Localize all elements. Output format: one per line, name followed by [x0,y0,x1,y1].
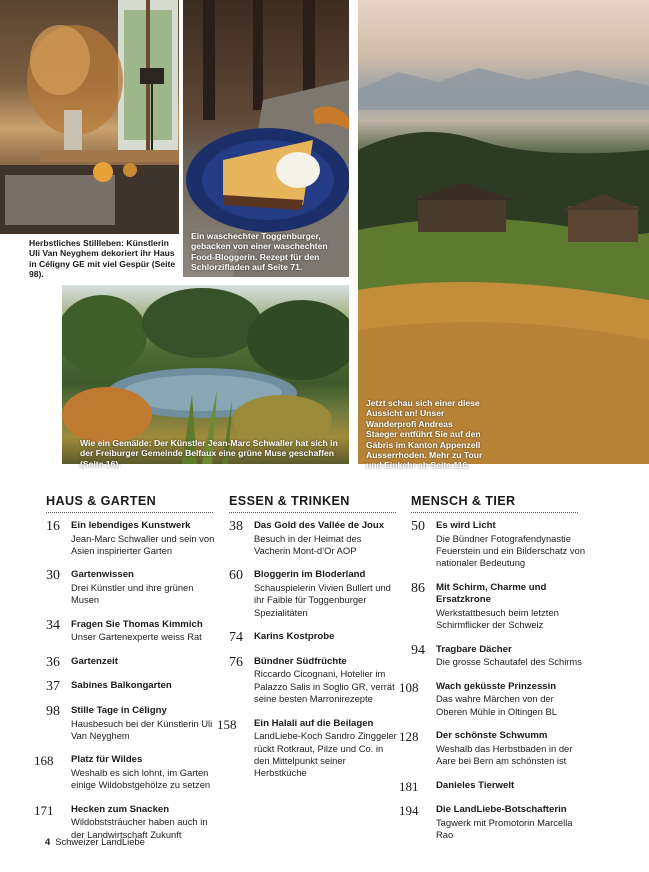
toc-entry[interactable] [46,619,216,644]
toc-entry[interactable] [217,716,399,780]
toc-entry-title: Gartenwissen [71,569,134,581]
toc-column-essen-trinken [217,519,399,788]
toc-entry[interactable] [46,705,216,742]
toc-entry[interactable] [46,656,216,669]
toc-entry-title: Mit Schirm, Charme und Ersatzkrone [436,581,547,606]
toc-entry-title: Gartenzeit [71,655,118,667]
toc-entry-description: Riccardo Cicognani, Hotelier im Palazzo Salis in Soglio GR, verrät seine besten Marronirezepte [254,668,395,705]
section-divider [46,512,213,513]
interior-still-life-photo [0,0,179,234]
toc-entry[interactable] [399,729,586,767]
section-title-haus-garten: HAUS & GARTEN [46,494,157,508]
page-number: 4 [45,836,51,847]
toc-entry-description: Wildobststräucher haben auch in der Landwirtschaft Zukunft [71,816,208,840]
toc-page-number: 98 [46,704,60,719]
toc-entry-description: Werkstattbesuch beim letzten Schirmflicker der Schweiz [436,607,559,631]
toc-entry-title: Die LandLiebe-Botschafterin [436,804,567,816]
toc-entry-description: Schauspielerin Vivien Bullert und ihr Faible für Toggenburger Spezialitäten [254,582,391,618]
toc-entry-title: Hecken zum Snacken [71,803,170,815]
section-title-mensch-tier: MENSCH & TIER [411,494,516,508]
toc-entry[interactable] [46,569,216,606]
toc-page-number: 194 [399,803,419,819]
toc-entry-description: Jean-Marc Schwaller und sein von Asien inspirierter Garten [71,532,215,556]
toc-entry-title: Bündner Südfrüchte [254,655,347,667]
toc-entry-title: Wach geküsste Prinzessin [436,680,557,692]
toc-entry-description: Weshalb es sich lohnt, im Garten einige Wildobstgehölze zu setzen [71,767,211,791]
page-footer [45,836,145,847]
toc-entry[interactable] [399,803,586,841]
toc-page-number: 30 [46,568,60,584]
toc-page-number: 74 [229,630,243,646]
toc-entry-title: Danieles Tierwelt [436,779,515,791]
section-divider [411,512,578,513]
interior-photo-caption: Herbstliches Stillleben: Künstlerin Uli Van Neyghem dekoriert ihr Haus in Céligny GE mit viel Gespür (Seite 98). [29,238,176,280]
toc-page-number: 36 [46,654,60,670]
toc-page-number: 158 [217,716,237,732]
toc-entry-description: LandLiebe-Koch Sandro Zinggeler rückt Rotkraut, Pilze und Co. in den Mittelpunkt seiner Herbstküche [254,730,397,779]
toc-entry-title: Das Gold des Vallée de Joux [254,520,385,531]
toc-page-number: 50 [411,519,425,534]
toc-entry[interactable] [46,680,216,693]
toc-entry-title: Platz für Wildes [71,754,143,766]
toc-column-haus-garten [34,519,216,849]
toc-entry-description: Tagwerk mit Promotorin Marcella Rao [436,816,573,841]
toc-page-number: 60 [229,568,243,584]
toc-entry-description: Weshalb das Herbstbaden in der Aare bei Bern am schönsten ist [436,742,573,767]
toc-entry[interactable] [229,520,399,557]
toc-entry[interactable] [399,679,586,718]
toc-entry-title: Es wird Licht [436,520,496,531]
toc-entry[interactable] [399,778,586,794]
toc-page-number: 108 [399,679,419,695]
section-divider [229,512,396,513]
garden-photo-caption: Wie ein Gemälde: Der Künstler Jean-Marc Schwaller hat sich in der Freiburger Gemeinde Belfaux eine grüne Muse geschaffen (Seite 16). [80,438,338,469]
toc-entry[interactable] [229,656,399,706]
toc-entry-title: Der schönste Schwumm [436,730,548,742]
toc-page-number: 94 [411,642,425,658]
toc-entry-description: Die grosse Schautafel des Schirms [436,656,582,668]
toc-entry-title: Fragen Sie Thomas Kimmich [71,618,203,630]
toc-entry[interactable] [34,753,216,791]
appenzell-landscape-photo [358,0,649,464]
dessert-photo-caption: Ein waschechter Toggenburger, gebacken von einer waschechten Food-Bloggerin. Rezept für den Schlorzifladen auf Seite 71. [191,231,328,273]
landscape-photo-caption: Jetzt schau sich einer diese Aussicht an! Unser Wanderprofi Andreas Staeger entführt Sie auf den Gäbris im Kanton Appenzell Ausserrhoden. Mehr zu Tour und Einkehr ab Seite 116. [366,398,483,471]
magazine-name: Schweizer LandLiebe [55,836,145,847]
toc-entry-description: Hausbesuch bei der Künstlerin Uli Van Neyghem [71,717,213,741]
toc-entry-description: Die Bündner Fotografendynastie Feuerstein und ein Bilderschatz von nationaler Bedeutung [436,532,586,569]
interior-still-life-illustration [0,0,179,234]
toc-page-number: 171 [34,802,54,818]
toc-entry-title: Karins Kostprobe [254,631,335,643]
toc-page-number: 76 [229,654,243,670]
toc-page-number: 168 [34,753,54,769]
toc-entry-title: Bloggerin im Bloderland [254,569,366,581]
toc-page-number: 86 [411,580,425,596]
toc-entry-description: Drei Künstler und ihre grünen Musen [71,582,194,606]
toc-page-number: 38 [229,519,243,534]
toc-entry[interactable] [411,644,586,669]
toc-entry-title: Stille Tage in Céligny [71,705,167,716]
toc-column-mensch-tier [399,519,586,850]
toc-entry-title: Tragbare Dächer [436,643,512,655]
toc-entry-description: Unser Gartenexperte weiss Rat [71,631,202,643]
toc-page-number: 34 [46,617,60,633]
toc-page-number: 37 [46,679,60,695]
toc-entry[interactable] [229,631,399,644]
toc-page-number: 16 [46,519,60,534]
toc-entry-description: Das wahre Märchen von der Oberen Mühle in Oltingen BL [436,693,557,717]
toc-entry-title: Sabines Balkongarten [71,680,172,692]
landscape-illustration [358,0,649,464]
toc-entry-title: Ein Halali auf die Beilagen [254,717,374,729]
toc-entry[interactable] [411,582,586,632]
toc-page-number: 128 [399,729,419,745]
toc-entry[interactable] [46,520,216,557]
toc-entry[interactable] [411,520,586,570]
toc-entry-title: Ein lebendiges Kunstwerk [71,520,191,531]
toc-page-number: 181 [399,778,419,794]
toc-entry[interactable] [229,569,399,619]
toc-entry-description: Besuch in der Heimat des Vacherin Mont-d’Or AOP [254,532,362,556]
section-title-essen-trinken: ESSEN & TRINKEN [229,494,350,508]
